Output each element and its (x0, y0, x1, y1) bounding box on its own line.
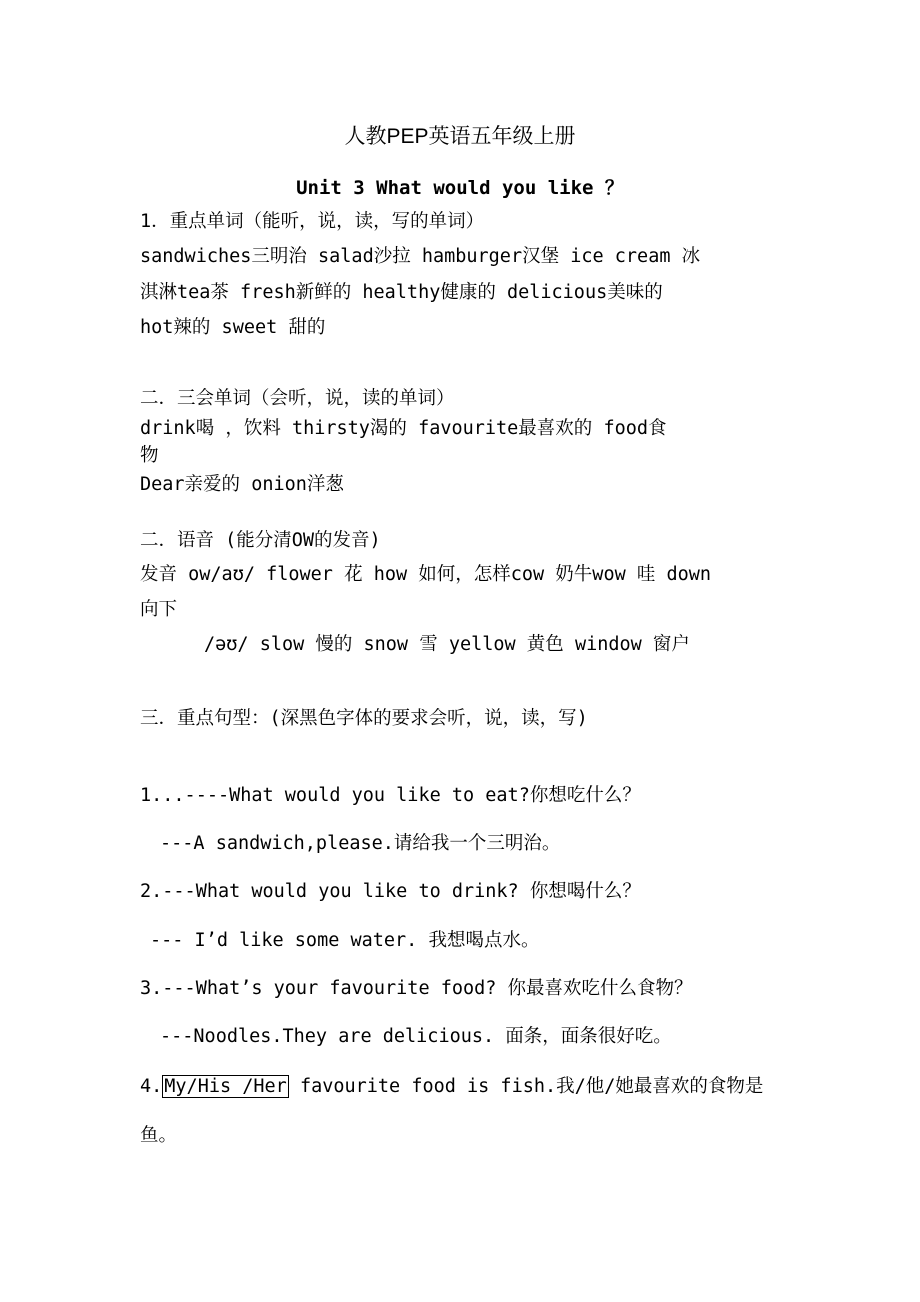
sentence-2-question: 2.---What would you like to drink? 你想喝什么？ (140, 881, 641, 902)
phonics-line-2: 向下 (140, 599, 178, 620)
vocab-line-2: 淇淋tea茶 fresh新鲜的 healthy健康的 delicious美味的 (140, 282, 663, 303)
document-title: 人教PEP英语五年级上册 (344, 125, 576, 148)
sentence-4-continuation: 鱼。 (140, 1125, 178, 1146)
sentence-1-question: 1...----What would you like to eat?你想吃什么？ (140, 785, 641, 806)
section-2-heading: 二．三会单词（会听，说，读的单词） (140, 388, 455, 409)
vocab-line-3: hot辣的 sweet 甜的 (140, 317, 326, 338)
unit-title: Unit 3 What would you like ？ (296, 177, 624, 199)
sentence-4-number: 4. (140, 1076, 163, 1097)
vocab-line-1: sandwiches三明治 salad沙拉 hamburger汉堡 ice cream 冰 (140, 246, 701, 267)
phonics-line-3: /əʊ/ slow 慢的 snow 雪 yellow 黄色 window 窗户 (204, 634, 690, 655)
sentence-3-question: 3.---What’s your favourite food? 你最喜欢吃什么食物？ (140, 978, 693, 999)
vocab2-line-3: Dear亲爱的 onion洋葱 (140, 474, 344, 495)
sentence-1-answer: ---A sandwich,please.请给我一个三明治。 (160, 833, 561, 854)
sentence-4-boxed-pronouns: My/His /Her (164, 1076, 287, 1097)
sentence-3-answer: ---Noodles.They are delicious. 面条，面条很好吃。 (160, 1026, 672, 1047)
vocab2-line-1: drink喝 ，饮料 thirsty渴的 favourite最喜欢的 food食 (140, 418, 667, 439)
section-1-heading: 1．重点单词（能听，说，读，写的单词） (140, 211, 485, 232)
sentence-4 (140, 1075, 763, 1099)
section-4-heading: 三．重点句型：(深黑色字体的要求会听，说，读，写) (140, 708, 588, 729)
phonics-line-1: 发音 ow/aʊ/ flower 花 how 如何，怎样cow 奶牛wow 哇 down (140, 564, 712, 585)
sentence-2-answer: --- I’d like some water. 我想喝点水。 (150, 930, 540, 951)
sentence-4-rest: favourite food is fish.我/他/她最喜欢的食物是 (288, 1076, 764, 1097)
vocab2-line-2: 物 (140, 445, 159, 466)
section-3-heading: 二．语音 (能分清OW的发音) (140, 530, 381, 551)
